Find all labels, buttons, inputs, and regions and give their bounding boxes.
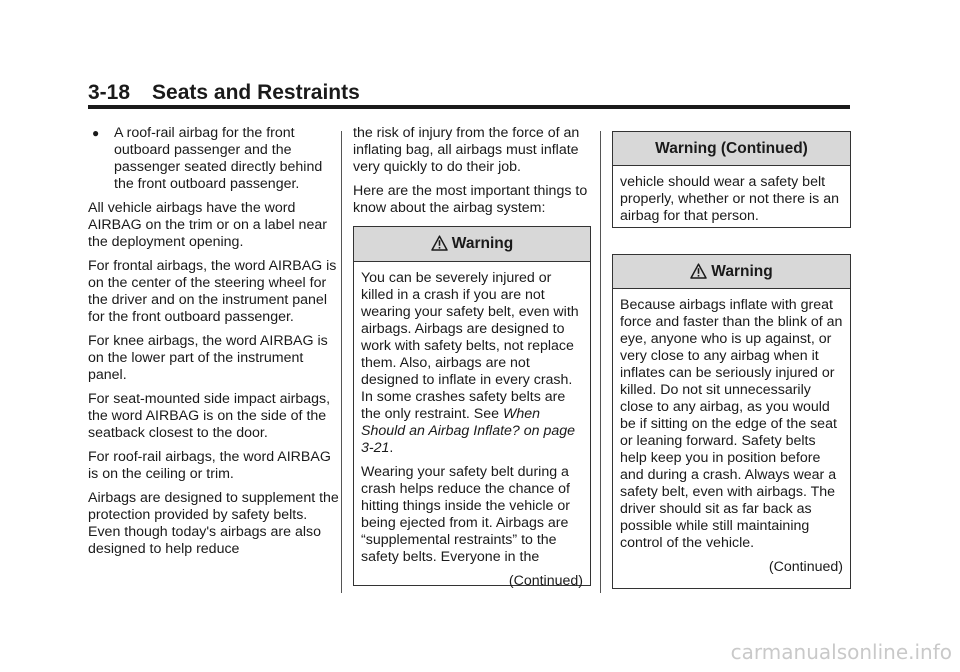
paragraph: Airbags are designed to supplement the protection provided by safety belts. Even though today's airbags are also designed to help reduce bbox=[88, 490, 339, 557]
column-divider bbox=[600, 131, 601, 593]
cross-reference-link[interactable]: When Should an Airbag Inflate? on page 3-21 bbox=[361, 406, 576, 456]
section-title: Seats and Restraints bbox=[152, 81, 360, 104]
paragraph: For frontal airbags, the word AIRBAG is on the center of the steering wheel for the driver and on the instrument panel for the front outboard passenger. bbox=[88, 258, 337, 325]
warning-box bbox=[612, 254, 851, 589]
bullet-text: A roof-rail airbag for the front outboard passenger and the passenger seated directly behind the front outboard passenger. bbox=[114, 125, 323, 192]
continued-label: (Continued) bbox=[508, 573, 583, 589]
warning-paragraph: Wearing your safety belt during a crash helps reduce the chance of hitting things inside the vehicle or being ejected from it. Airbags are “supplemental restraints” to the safety belts. Everyone in the bbox=[361, 464, 571, 565]
paragraph: Here are the most important things to know about the airbag system: bbox=[353, 183, 588, 216]
warning-continued-body bbox=[613, 166, 850, 236]
page-title bbox=[88, 80, 850, 106]
page-number: 3-18 bbox=[88, 81, 131, 104]
warning-title: Warning bbox=[711, 263, 773, 280]
warning-triangle-icon bbox=[431, 235, 448, 251]
warning-body bbox=[613, 289, 850, 580]
watermark: carmanualsonline.info bbox=[730, 640, 952, 664]
warning-header bbox=[613, 255, 850, 289]
warning-paragraph bbox=[361, 270, 583, 457]
warning-continued-box bbox=[612, 131, 851, 228]
warning-title: Warning bbox=[451, 235, 514, 252]
column-divider bbox=[341, 131, 342, 593]
paragraph: All vehicle airbags have the word AIRBAG on the trim or on a label near the deployment opening. bbox=[88, 200, 327, 250]
warning-box bbox=[353, 226, 591, 589]
continued-label: (Continued) bbox=[768, 559, 843, 575]
warning-header bbox=[354, 227, 590, 262]
bullet-item bbox=[88, 125, 340, 193]
warning-paragraph: vehicle should wear a safety belt properly, whether or not there is an airbag for that person. bbox=[620, 174, 839, 224]
header-rule bbox=[88, 105, 850, 109]
paragraph: For knee airbags, the word AIRBAG is on the lower part of the instrument panel. bbox=[88, 333, 328, 383]
warning-continued-header: Warning (Continued) bbox=[613, 132, 850, 166]
warning-paragraph: Because airbags inflate with great force and faster than the blink of an eye, anyone who is up against, or very close to any airbag when it inflates can be seriously injured or killed. Do not sit unnecessarily close to any airbag, as you would be if sitting on the edge of the seat or leaning forward. Safety belts help keep you in position before and during a crash. Always wear a safety belt, even with airbags. The driver should sit as far back as possible while still maintaining control of the vehicle. bbox=[620, 297, 843, 551]
warning-body bbox=[354, 262, 590, 594]
page-header bbox=[88, 80, 850, 106]
paragraph: For seat-mounted side impact airbags, the word AIRBAG is on the side of the seatback closest to the door. bbox=[88, 391, 331, 441]
column-1 bbox=[88, 125, 340, 565]
column-2 bbox=[353, 125, 590, 224]
warning-text-end: . bbox=[389, 440, 394, 456]
paragraph: For roof-rail airbags, the word AIRBAG is on the ceiling or trim. bbox=[88, 449, 331, 482]
bullet-icon: ● bbox=[92, 126, 100, 140]
warning-triangle-icon bbox=[690, 263, 707, 279]
paragraph: the risk of injury from the force of an inflating bag, all airbags must inflate very quickly to do their job. bbox=[353, 125, 580, 175]
warning-text: You can be severely injured or killed in a crash if you are not wearing your safety belt, even with airbags. Airbags are designed to work with safety belts, not replace them. Also, airbags are not designed to inflate in every crash. In some crashes safety belts are the only restraint. See bbox=[361, 270, 579, 422]
